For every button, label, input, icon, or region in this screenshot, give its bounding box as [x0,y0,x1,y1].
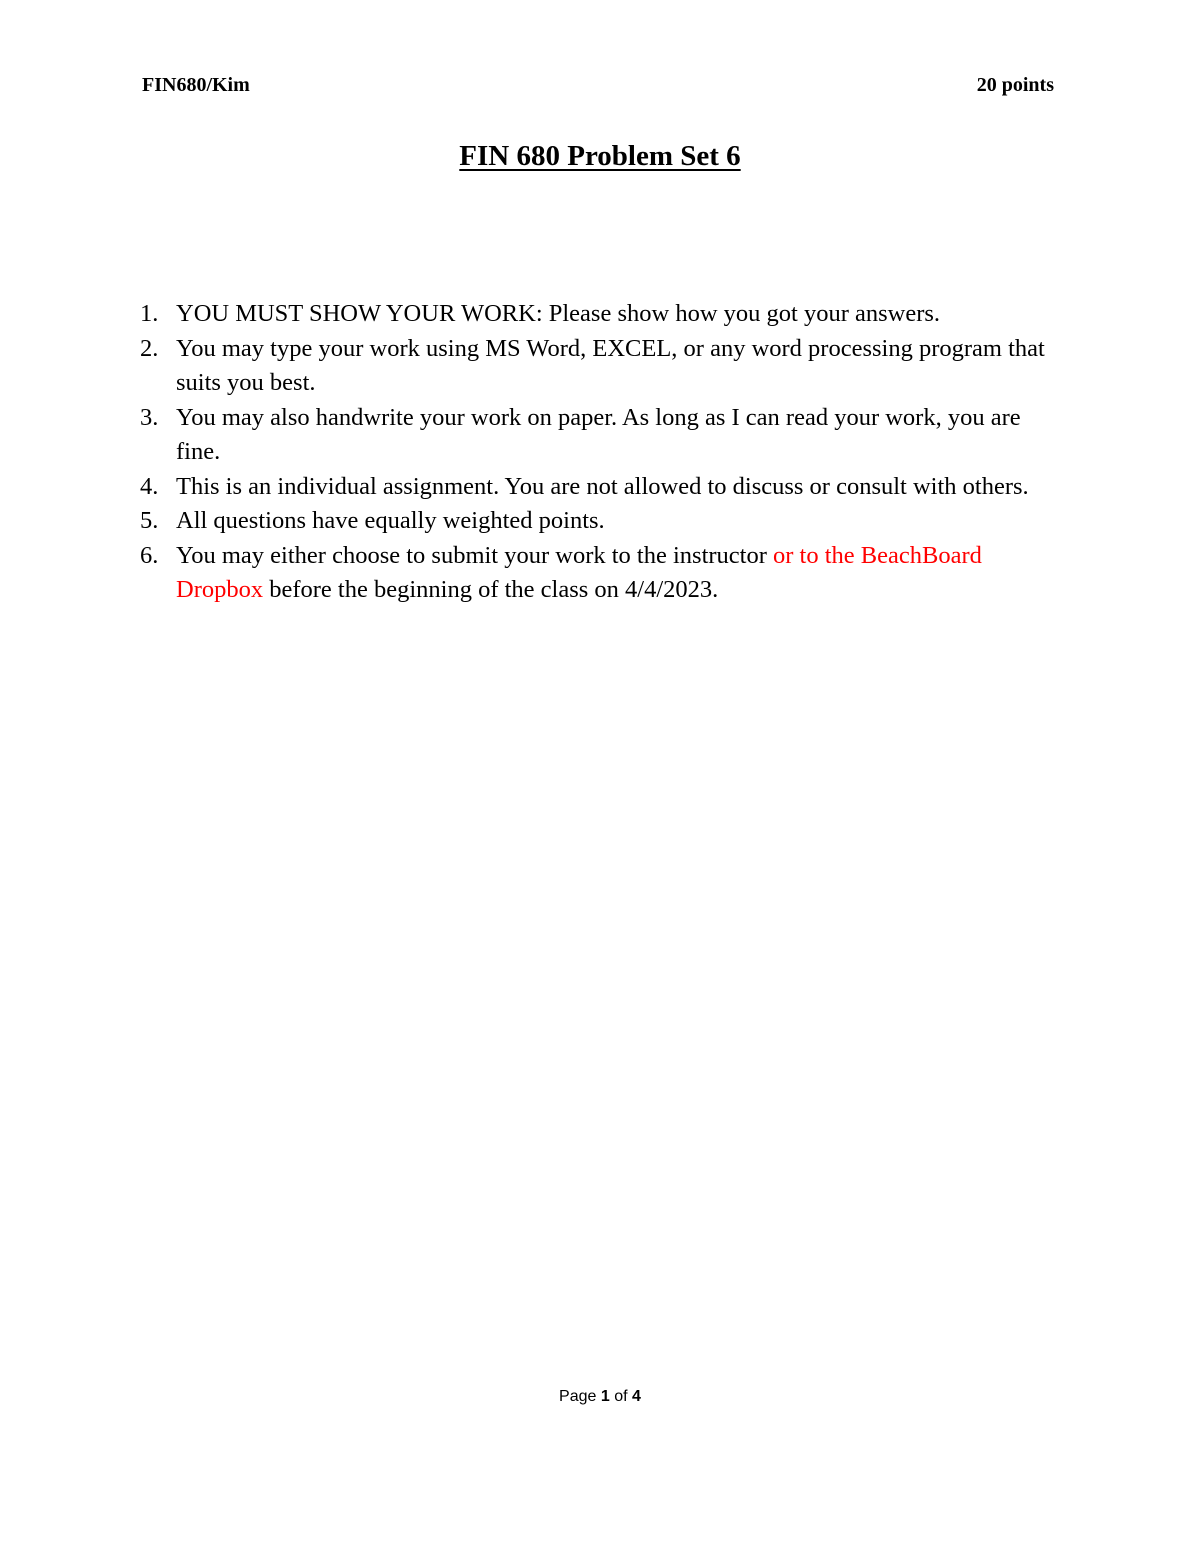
instruction-text: YOU MUST SHOW YOUR WORK: Please show how you got your answers. [176,300,941,327]
instruction-text: All questions have equally weighted points. [176,507,605,534]
instruction-item-1 [136,297,1066,332]
page-current: 1 [600,1388,610,1405]
instruction-text-after: before the beginning of the class on 4/4/2023. [263,576,719,603]
instruction-number: 4. [140,472,159,500]
instruction-text: You may type your work using MS Word, EXCEL, or any word processing program that suits you best. [176,334,1045,396]
instruction-number: 6. [140,541,159,569]
page-total: 4 [632,1388,641,1405]
page-footer [0,1388,1200,1406]
instruction-text-before: You may either choose to submit your work to the instructor [176,541,774,569]
instruction-highlight-text: or to the BeachBoard Dropbox [176,541,982,603]
instruction-item-4 [136,470,1066,505]
instruction-number: 5. [140,507,159,534]
page-title: FIN 680 Problem Set 6 [459,140,741,172]
instruction-number: 3. [140,403,159,431]
instruction-item-6 [136,539,1066,608]
instruction-number: 2. [140,334,159,362]
instruction-item-3 [136,401,1066,470]
of-word: of [614,1388,628,1405]
instruction-item-2 [136,332,1066,401]
instruction-text: You may also handwrite your work on paper. As long as I can read your work, you are fine. [176,403,1021,465]
course-label: FIN680/Kim [142,74,250,96]
page-header [142,74,1054,100]
page-word: Page [559,1388,597,1405]
instruction-text: This is an individual assignment. You are not allowed to discuss or consult with others. [176,472,1029,500]
instructions-list [136,297,1066,608]
instruction-item-5 [136,504,1066,539]
points-label: 20 points [976,74,1054,96]
instruction-number: 1. [140,300,159,327]
